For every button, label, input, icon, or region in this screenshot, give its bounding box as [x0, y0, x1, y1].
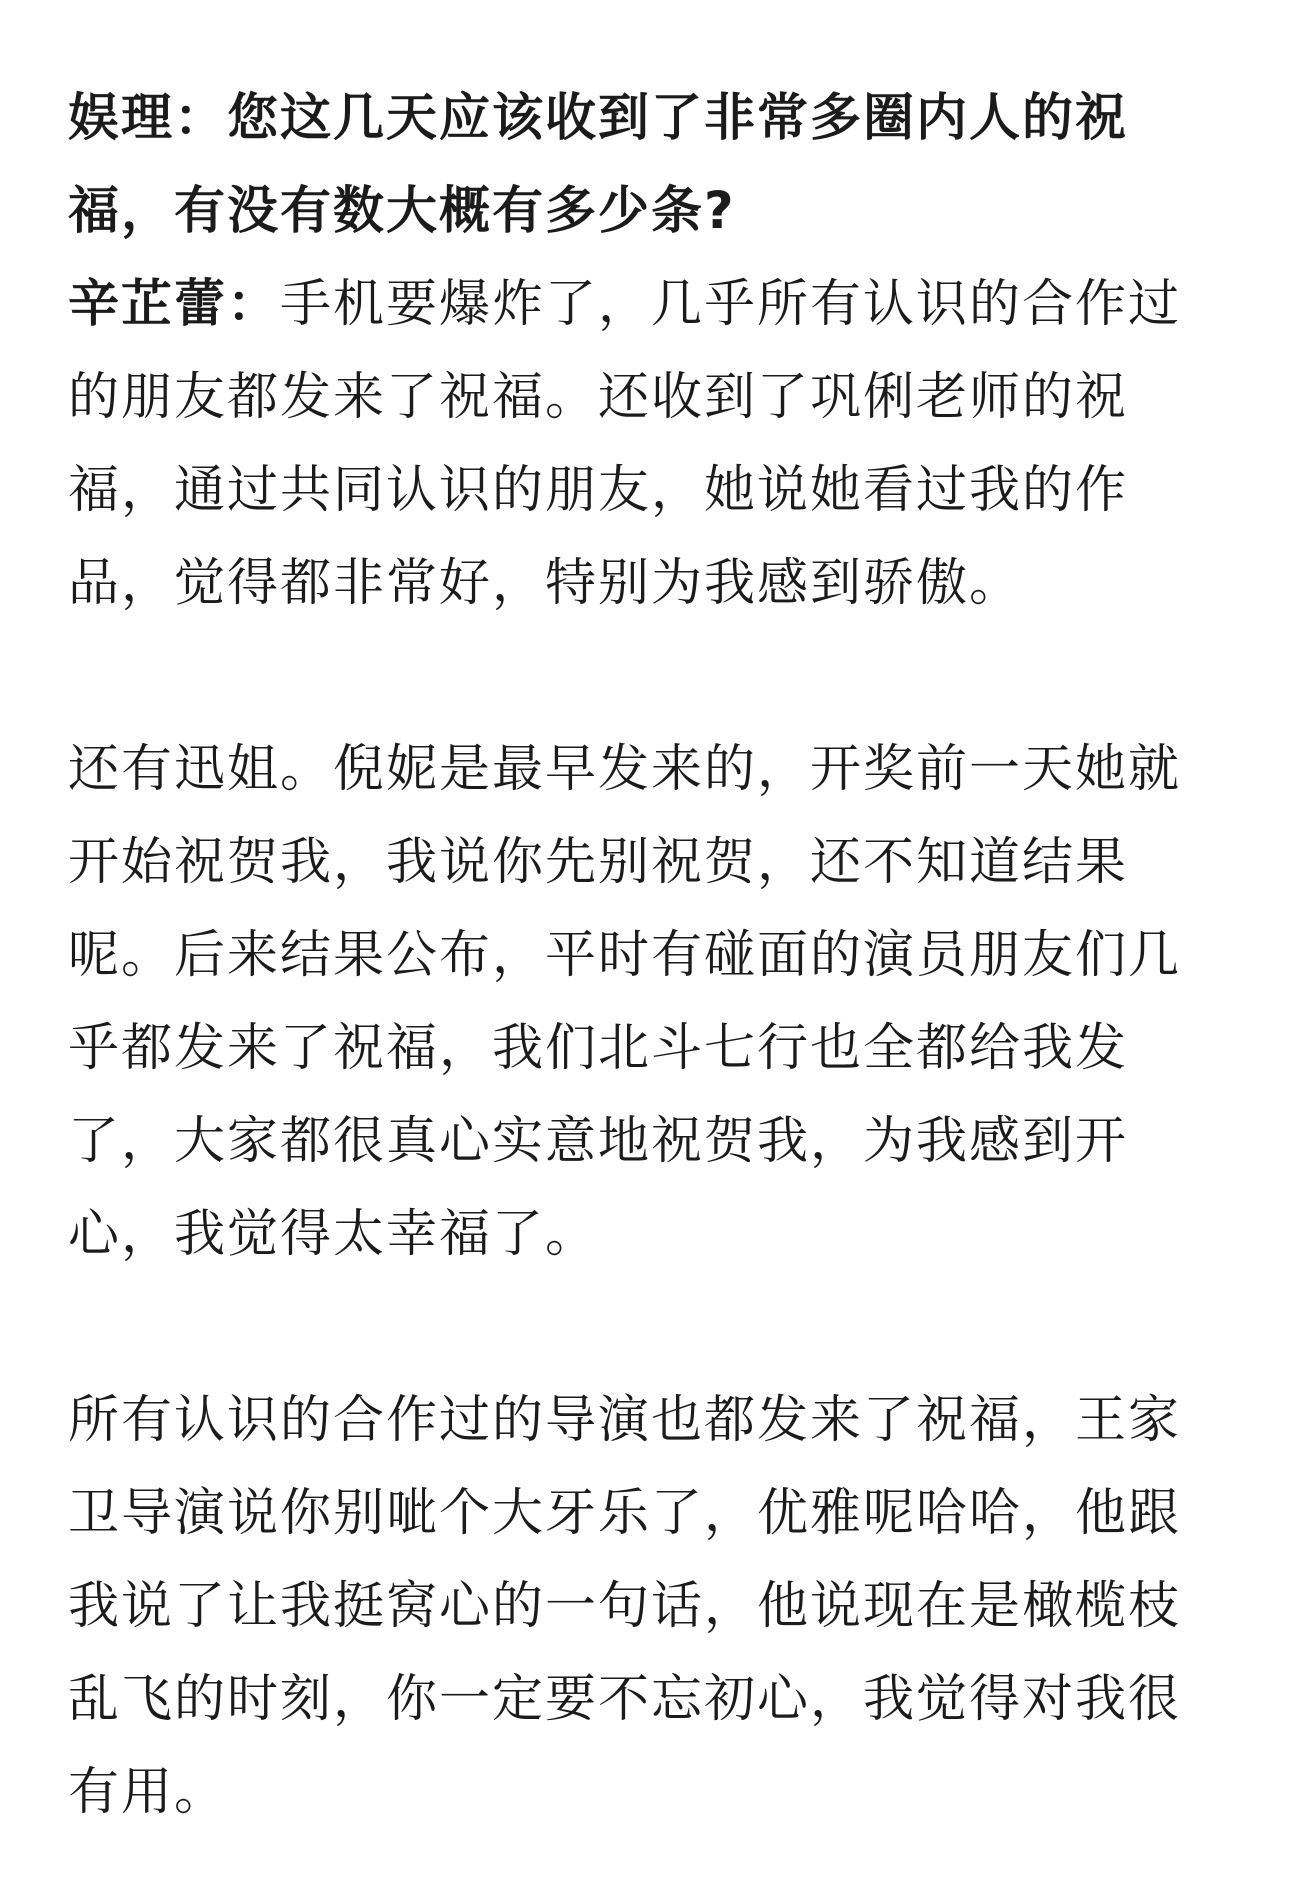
paragraph-line: 了，大家都很真心实意地祝贺我，为我感到开	[68, 1112, 1129, 1171]
paragraph-line: 还有迅姐。倪妮是最早发来的，开奖前一天她就	[68, 740, 1182, 799]
question-line: 福，有没有数大概有多少条?	[68, 182, 736, 241]
question-text: 您这几天应该收到了非常多圈内人的祝	[227, 89, 1129, 148]
paragraph-gap	[68, 630, 1228, 723]
question-line	[68, 72, 1228, 165]
answer-line: 的朋友都发来了祝福。还收到了巩俐老师的祝	[68, 368, 1129, 427]
answer-line: 福，通过共同认识的朋友，她说她看过我的作	[68, 461, 1129, 520]
paragraph-line: 卫导演说你别呲个大牙乐了，优雅呢哈哈，他跟	[68, 1484, 1182, 1543]
interview-article	[68, 72, 1228, 1839]
paragraph-line: 所有认识的合作过的导演也都发来了祝福，王家	[68, 1391, 1182, 1450]
paragraph-line: 心，我觉得太幸福了。	[68, 1205, 599, 1264]
answer-paragraph	[68, 258, 1228, 630]
paragraph-line: 呢。后来结果公布，平时有碰面的演员朋友们几	[68, 926, 1182, 985]
paragraph-line: 我说了让我挺窝心的一句话，他说现在是橄榄枝	[68, 1577, 1182, 1636]
body-paragraph	[68, 723, 1228, 1281]
paragraph-line: 开始祝贺我，我说你先别祝贺，还不知道结果	[68, 833, 1129, 892]
answer-line	[68, 258, 1228, 351]
paragraph-line: 乎都发来了祝福，我们北斗七行也全都给我发	[68, 1019, 1129, 1078]
answer-text: 手机要爆炸了，几乎所有认识的合作过	[280, 275, 1182, 334]
paragraph-line: 乱飞的时刻，你一定要不忘初心，我觉得对我很	[68, 1670, 1182, 1729]
answer-line: 品，觉得都非常好，特别为我感到骄傲。	[68, 554, 1023, 613]
paragraph-gap	[68, 1281, 1228, 1374]
interviewer-label: 娱理：	[68, 89, 228, 148]
question-paragraph	[68, 72, 1228, 258]
paragraph-line: 有用。	[68, 1763, 228, 1822]
body-paragraph	[68, 1374, 1228, 1839]
interviewee-label: 辛芷蕾：	[68, 275, 281, 334]
